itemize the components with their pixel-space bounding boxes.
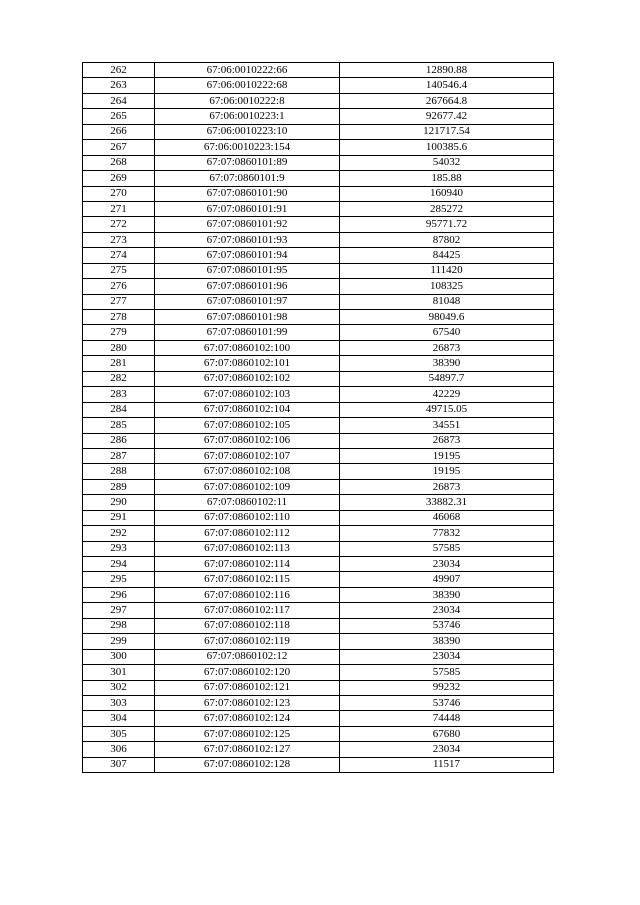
cadastral-number-cell: 67:06:0010222:68 xyxy=(155,78,340,93)
table-row xyxy=(83,217,554,232)
table-row xyxy=(83,186,554,201)
table-row xyxy=(83,742,554,757)
value-cell: 34551 xyxy=(340,418,554,433)
value-cell: 67540 xyxy=(340,325,554,340)
value-cell: 57585 xyxy=(340,541,554,556)
row-number-cell: 292 xyxy=(83,526,155,541)
value-cell: 100385.6 xyxy=(340,140,554,155)
table-row xyxy=(83,124,554,139)
table-row xyxy=(83,557,554,572)
cadastral-number-cell: 67:06:0010222:8 xyxy=(155,93,340,108)
value-cell: 77832 xyxy=(340,526,554,541)
row-number-cell: 265 xyxy=(83,109,155,124)
table-row xyxy=(83,418,554,433)
value-cell: 92677.42 xyxy=(340,109,554,124)
row-number-cell: 286 xyxy=(83,433,155,448)
value-cell: 38390 xyxy=(340,634,554,649)
table-row xyxy=(83,340,554,355)
cadastral-number-cell: 67:07:0860101:90 xyxy=(155,186,340,201)
cadastral-number-cell: 67:07:0860102:114 xyxy=(155,557,340,572)
value-cell: 53746 xyxy=(340,618,554,633)
table-row xyxy=(83,526,554,541)
cadastral-number-cell: 67:07:0860102:123 xyxy=(155,695,340,710)
value-cell: 38390 xyxy=(340,356,554,371)
row-number-cell: 266 xyxy=(83,124,155,139)
value-cell: 98049.6 xyxy=(340,310,554,325)
row-number-cell: 297 xyxy=(83,603,155,618)
row-number-cell: 285 xyxy=(83,418,155,433)
cadastral-number-cell: 67:07:0860102:100 xyxy=(155,340,340,355)
table-row xyxy=(83,248,554,263)
table-row xyxy=(83,433,554,448)
row-number-cell: 299 xyxy=(83,634,155,649)
row-number-cell: 295 xyxy=(83,572,155,587)
row-number-cell: 300 xyxy=(83,649,155,664)
cadastral-number-cell: 67:07:0860102:12 xyxy=(155,649,340,664)
cadastral-number-cell: 67:07:0860102:128 xyxy=(155,757,340,772)
row-number-cell: 294 xyxy=(83,557,155,572)
cadastral-number-cell: 67:06:0010223:10 xyxy=(155,124,340,139)
row-number-cell: 262 xyxy=(83,63,155,78)
cadastral-number-cell: 67:07:0860102:108 xyxy=(155,464,340,479)
table-row xyxy=(83,618,554,633)
table-row xyxy=(83,464,554,479)
cadastral-number-cell: 67:07:0860102:118 xyxy=(155,618,340,633)
table-row xyxy=(83,356,554,371)
row-number-cell: 277 xyxy=(83,294,155,309)
table-row xyxy=(83,495,554,510)
row-number-cell: 289 xyxy=(83,479,155,494)
table-row xyxy=(83,155,554,170)
cadastral-number-cell: 67:07:0860101:96 xyxy=(155,279,340,294)
table-row xyxy=(83,541,554,556)
table-row xyxy=(83,510,554,525)
row-number-cell: 283 xyxy=(83,387,155,402)
cadastral-number-cell: 67:07:0860101:89 xyxy=(155,155,340,170)
table-row xyxy=(83,93,554,108)
value-cell: 108325 xyxy=(340,279,554,294)
row-number-cell: 291 xyxy=(83,510,155,525)
table-row xyxy=(83,263,554,278)
table-row xyxy=(83,140,554,155)
value-cell: 26873 xyxy=(340,433,554,448)
table-row xyxy=(83,232,554,247)
row-number-cell: 264 xyxy=(83,93,155,108)
value-cell: 74448 xyxy=(340,711,554,726)
table-row xyxy=(83,78,554,93)
value-cell: 23034 xyxy=(340,649,554,664)
cadastral-number-cell: 67:07:0860102:110 xyxy=(155,510,340,525)
table-row xyxy=(83,310,554,325)
cadastral-number-cell: 67:06:0010223:1 xyxy=(155,109,340,124)
value-cell: 19195 xyxy=(340,448,554,463)
cadastral-number-cell: 67:07:0860101:97 xyxy=(155,294,340,309)
row-number-cell: 273 xyxy=(83,232,155,247)
value-cell: 42229 xyxy=(340,387,554,402)
cadastral-number-cell: 67:07:0860101:92 xyxy=(155,217,340,232)
row-number-cell: 281 xyxy=(83,356,155,371)
cadastral-number-cell: 67:07:0860102:121 xyxy=(155,680,340,695)
cadastral-number-cell: 67:07:0860101:91 xyxy=(155,201,340,216)
value-cell: 54032 xyxy=(340,155,554,170)
value-cell: 23034 xyxy=(340,603,554,618)
table-row xyxy=(83,649,554,664)
row-number-cell: 306 xyxy=(83,742,155,757)
value-cell: 12890.88 xyxy=(340,63,554,78)
row-number-cell: 268 xyxy=(83,155,155,170)
cadastral-number-cell: 67:07:0860101:95 xyxy=(155,263,340,278)
table-row xyxy=(83,371,554,386)
value-cell: 26873 xyxy=(340,479,554,494)
cadastral-number-cell: 67:07:0860102:124 xyxy=(155,711,340,726)
row-number-cell: 279 xyxy=(83,325,155,340)
value-cell: 67680 xyxy=(340,726,554,741)
row-number-cell: 280 xyxy=(83,340,155,355)
table-row xyxy=(83,479,554,494)
row-number-cell: 263 xyxy=(83,78,155,93)
value-cell: 33882.31 xyxy=(340,495,554,510)
row-number-cell: 301 xyxy=(83,665,155,680)
cadastral-value-table xyxy=(82,62,554,773)
row-number-cell: 287 xyxy=(83,448,155,463)
table-row xyxy=(83,387,554,402)
row-number-cell: 307 xyxy=(83,757,155,772)
row-number-cell: 269 xyxy=(83,171,155,186)
value-cell: 160940 xyxy=(340,186,554,201)
row-number-cell: 272 xyxy=(83,217,155,232)
cadastral-number-cell: 67:07:0860102:115 xyxy=(155,572,340,587)
cadastral-number-cell: 67:07:0860102:103 xyxy=(155,387,340,402)
cadastral-number-cell: 67:07:0860102:105 xyxy=(155,418,340,433)
row-number-cell: 275 xyxy=(83,263,155,278)
value-cell: 99232 xyxy=(340,680,554,695)
cadastral-number-cell: 67:07:0860102:109 xyxy=(155,479,340,494)
row-number-cell: 270 xyxy=(83,186,155,201)
table-row xyxy=(83,665,554,680)
row-number-cell: 276 xyxy=(83,279,155,294)
table-row xyxy=(83,603,554,618)
cadastral-number-cell: 67:07:0860102:113 xyxy=(155,541,340,556)
value-cell: 185.88 xyxy=(340,171,554,186)
value-cell: 46068 xyxy=(340,510,554,525)
value-cell: 38390 xyxy=(340,587,554,602)
cadastral-number-cell: 67:07:0860102:102 xyxy=(155,371,340,386)
table-row xyxy=(83,171,554,186)
table-row xyxy=(83,726,554,741)
cadastral-number-cell: 67:07:0860102:125 xyxy=(155,726,340,741)
cadastral-number-cell: 67:07:0860101:94 xyxy=(155,248,340,263)
table-body xyxy=(83,63,554,773)
table-row xyxy=(83,757,554,772)
cadastral-number-cell: 67:07:0860102:117 xyxy=(155,603,340,618)
value-cell: 11517 xyxy=(340,757,554,772)
row-number-cell: 278 xyxy=(83,310,155,325)
cadastral-number-cell: 67:07:0860102:112 xyxy=(155,526,340,541)
value-cell: 111420 xyxy=(340,263,554,278)
row-number-cell: 304 xyxy=(83,711,155,726)
cadastral-number-cell: 67:07:0860102:11 xyxy=(155,495,340,510)
value-cell: 87802 xyxy=(340,232,554,247)
cadastral-number-cell: 67:07:0860102:120 xyxy=(155,665,340,680)
value-cell: 267664.8 xyxy=(340,93,554,108)
table-row xyxy=(83,201,554,216)
value-cell: 26873 xyxy=(340,340,554,355)
row-number-cell: 288 xyxy=(83,464,155,479)
row-number-cell: 282 xyxy=(83,371,155,386)
table-row xyxy=(83,695,554,710)
cadastral-number-cell: 67:07:0860102:127 xyxy=(155,742,340,757)
table-row xyxy=(83,294,554,309)
table-row xyxy=(83,634,554,649)
cadastral-number-cell: 67:07:0860102:107 xyxy=(155,448,340,463)
row-number-cell: 271 xyxy=(83,201,155,216)
row-number-cell: 298 xyxy=(83,618,155,633)
value-cell: 53746 xyxy=(340,695,554,710)
cadastral-number-cell: 67:07:0860101:9 xyxy=(155,171,340,186)
cadastral-number-cell: 67:06:0010222:66 xyxy=(155,63,340,78)
value-cell: 49715.05 xyxy=(340,402,554,417)
table-row xyxy=(83,109,554,124)
value-cell: 285272 xyxy=(340,201,554,216)
value-cell: 57585 xyxy=(340,665,554,680)
value-cell: 84425 xyxy=(340,248,554,263)
row-number-cell: 274 xyxy=(83,248,155,263)
cadastral-number-cell: 67:07:0860101:99 xyxy=(155,325,340,340)
table-row xyxy=(83,587,554,602)
cadastral-number-cell: 67:06:0010223:154 xyxy=(155,140,340,155)
cadastral-number-cell: 67:07:0860101:93 xyxy=(155,232,340,247)
cadastral-number-cell: 67:07:0860102:104 xyxy=(155,402,340,417)
cadastral-number-cell: 67:07:0860102:101 xyxy=(155,356,340,371)
table-row xyxy=(83,325,554,340)
table-row xyxy=(83,711,554,726)
cadastral-number-cell: 67:07:0860102:116 xyxy=(155,587,340,602)
row-number-cell: 267 xyxy=(83,140,155,155)
table-row xyxy=(83,680,554,695)
value-cell: 19195 xyxy=(340,464,554,479)
value-cell: 95771.72 xyxy=(340,217,554,232)
table-row xyxy=(83,448,554,463)
value-cell: 81048 xyxy=(340,294,554,309)
table-row xyxy=(83,279,554,294)
table-row xyxy=(83,63,554,78)
row-number-cell: 284 xyxy=(83,402,155,417)
row-number-cell: 296 xyxy=(83,587,155,602)
value-cell: 23034 xyxy=(340,557,554,572)
table-row xyxy=(83,572,554,587)
cadastral-number-cell: 67:07:0860102:106 xyxy=(155,433,340,448)
row-number-cell: 302 xyxy=(83,680,155,695)
value-cell: 140546.4 xyxy=(340,78,554,93)
value-cell: 49907 xyxy=(340,572,554,587)
row-number-cell: 293 xyxy=(83,541,155,556)
row-number-cell: 305 xyxy=(83,726,155,741)
value-cell: 23034 xyxy=(340,742,554,757)
cadastral-number-cell: 67:07:0860102:119 xyxy=(155,634,340,649)
row-number-cell: 303 xyxy=(83,695,155,710)
value-cell: 121717.54 xyxy=(340,124,554,139)
cadastral-number-cell: 67:07:0860101:98 xyxy=(155,310,340,325)
table-row xyxy=(83,402,554,417)
row-number-cell: 290 xyxy=(83,495,155,510)
value-cell: 54897.7 xyxy=(340,371,554,386)
